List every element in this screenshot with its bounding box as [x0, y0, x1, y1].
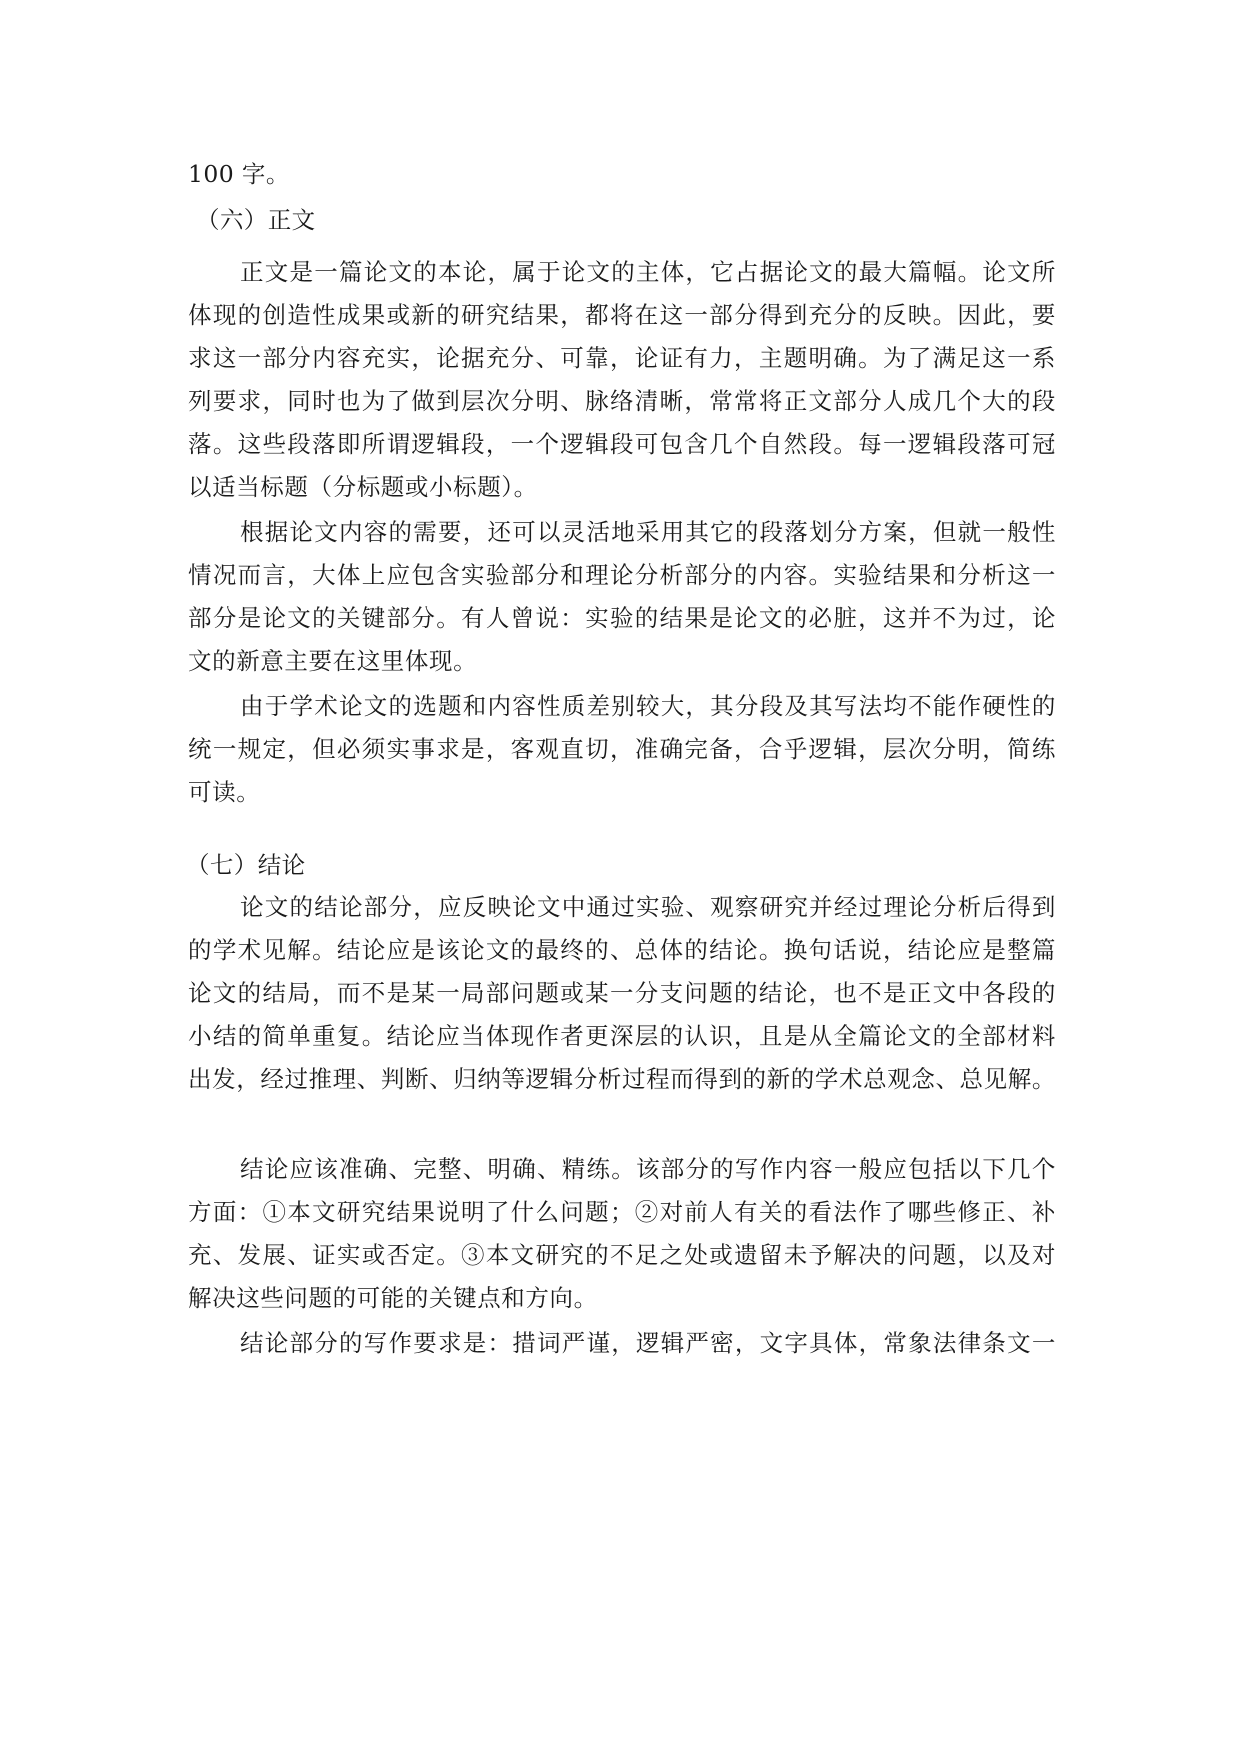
- paragraph-line: 列要求，同时也为了做到层次分明、脉络清晰，常常将正文部分人成几个大的段: [188, 387, 1056, 415]
- paragraph-line: 出发，经过推理、判断、归纳等逻辑分析过程而得到的新的学术总观念、总见解。: [188, 1065, 1056, 1093]
- paragraph-line: 正文是一篇论文的本论，属于论文的主体，它占据论文的最大篇幅。论文所: [240, 258, 1056, 286]
- paragraph-line: 论文的结论部分，应反映论文中通过实验、观察研究并经过理论分析后得到: [240, 893, 1056, 921]
- paragraph-line: 求这一部分内容充实，论据充分、可靠，论证有力，主题明确。为了满足这一系: [188, 344, 1056, 372]
- paragraph-line: 小结的简单重复。结论应当体现作者更深层的认识，且是从全篇论文的全部材料: [188, 1022, 1056, 1050]
- paragraph-line: 落。这些段落即所谓逻辑段，一个逻辑段可包含几个自然段。每一逻辑段落可冠: [188, 430, 1056, 458]
- paragraph-line: 由于学术论文的选题和内容性质差别较大，其分段及其写法均不能作硬性的: [240, 692, 1056, 720]
- paragraph-line: 结论部分的写作要求是：措词严谨，逻辑严密，文字具体，常象法律条文一: [240, 1329, 1056, 1357]
- paragraph-line: 情况而言，大体上应包含实验部分和理论分析部分的内容。实验结果和分析这一: [188, 561, 1056, 589]
- section-heading-7: （七）结论: [186, 851, 306, 879]
- paragraph-line: 统一规定，但必须实事求是，客观直切，准确完备，合乎逻辑，层次分明，简练: [188, 735, 1056, 763]
- paragraph-line: 部分是论文的关键部分。有人曾说：实验的结果是论文的必脏，这并不为过，论: [188, 604, 1056, 632]
- paragraph-line: 的学术见解。结论应是该论文的最终的、总体的结论。换句话说，结论应是整篇: [188, 936, 1056, 964]
- paragraph-line: 论文的结局，而不是某一局部问题或某一分支问题的结论，也不是正文中各段的: [188, 979, 1056, 1007]
- section-heading-6: （六）正文: [196, 206, 316, 234]
- continuation-line: 100 字。: [188, 160, 290, 188]
- paragraph-line: 根据论文内容的需要，还可以灵活地采用其它的段落划分方案，但就一般性: [240, 518, 1056, 546]
- paragraph-line: 文的新意主要在这里体现。: [188, 647, 478, 675]
- paragraph-line: 可读。: [188, 778, 261, 806]
- paragraph-line: 体现的创造性成果或新的研究结果，都将在这一部分得到充分的反映。因此，要: [188, 301, 1056, 329]
- paragraph-line: 解决这些问题的可能的关键点和方向。: [188, 1284, 598, 1312]
- paragraph-line: 结论应该准确、完整、明确、精练。该部分的写作内容一般应包括以下几个: [240, 1155, 1056, 1183]
- paragraph-line: 充、发展、证实或否定。③本文研究的不足之处或遗留未予解决的问题，以及对: [188, 1241, 1056, 1269]
- paragraph-line: 方面：①本文研究结果说明了什么问题；②对前人有关的看法作了哪些修正、补: [188, 1198, 1056, 1226]
- paragraph-line: 以适当标题（分标题或小标题）。: [188, 473, 538, 501]
